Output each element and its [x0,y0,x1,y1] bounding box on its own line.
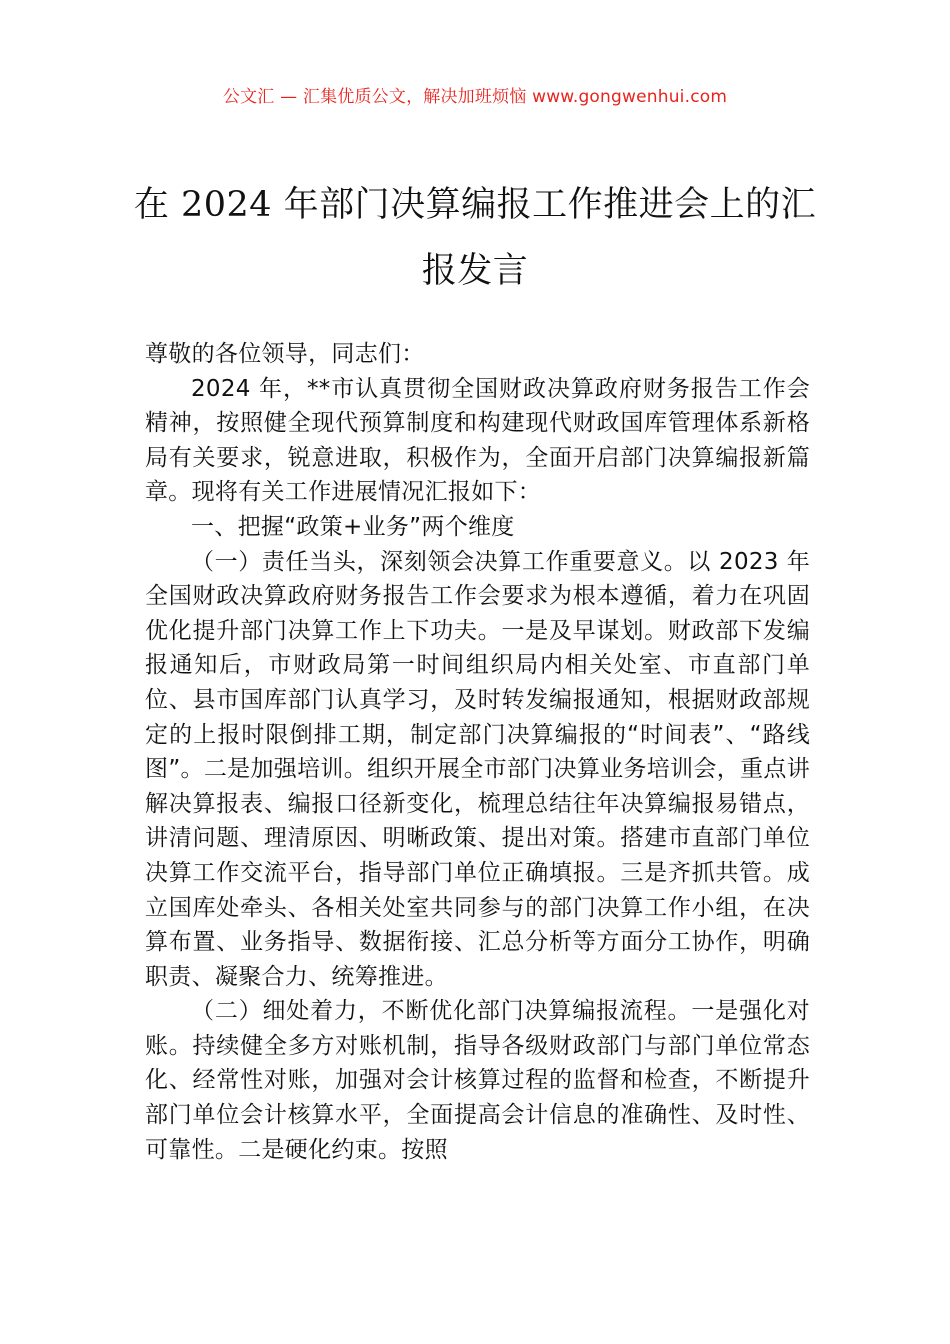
paragraph-intro: 2024 年，**市认真贯彻全国财政决算政府财务报告工作会精神，按照健全现代预算制度和构建现代财政国库管理体系新格局有关要求，锐意进取，积极作为，全面开启部门决算编报新篇章。现将有关工作进展情况汇报如下： [145,375,810,506]
header-banner: 公文汇 — 汇集优质公文，解决加班烦恼 www.gongwenhui.com [222,87,728,107]
paragraph-1-2: （二）细处着力，不断优化部门决算编报流程。一是强化对账。持续健全多方对账机制，指导各级财政部门与部门单位常态化、经常性对账，加强对会计核算过程的监督和检查，不断提升部门单位会计核算水平，全面提高会计信息的准确性、及时性、可靠性。二是硬化约束。按照 [145,998,810,1163]
salutation: 尊敬的各位领导，同志们： [145,341,425,367]
document-title: 在 2024 年部门决算编报工作推进会上的汇报发言 [133,185,817,291]
section-heading-1: 一、把握“政策+业务”两个维度 [191,513,515,540]
paragraph-1-1: （一）责任当头，深刻领会决算工作重要意义。以 2023 年全国财政决算政府财务报告工作会要求为根本遵循，着力在巩固优化提升部门决算工作上下功夫。一是及早谋划。财政部下发编报通知后，市财政局第一时间组织局内相关处室、市直部门单位、县市国库部门认真学习，及时转发编报通知，根据财政部规定的上报时限倒排工期，制定部门决算编报的“时间表”、“路线图”。二是加强培训。组织开展全市部门决算业务培训会，重点讲解决算报表、编报口径新变化，梳理总结往年决算编报易错点，讲清问题、理清原因、明晰政策、提出对策。搭建市直部门单位决算工作交流平台，指导部门单位正确填报。三是齐抓共管。成立国库处牵头、各相关处室共同参与的部门决算工作小组，在决算布置、业务指导、数据衔接、汇总分析等方面分工协作，明确职责、凝聚合力、统筹推进。 [145,548,810,990]
document-body [145,337,810,1167]
